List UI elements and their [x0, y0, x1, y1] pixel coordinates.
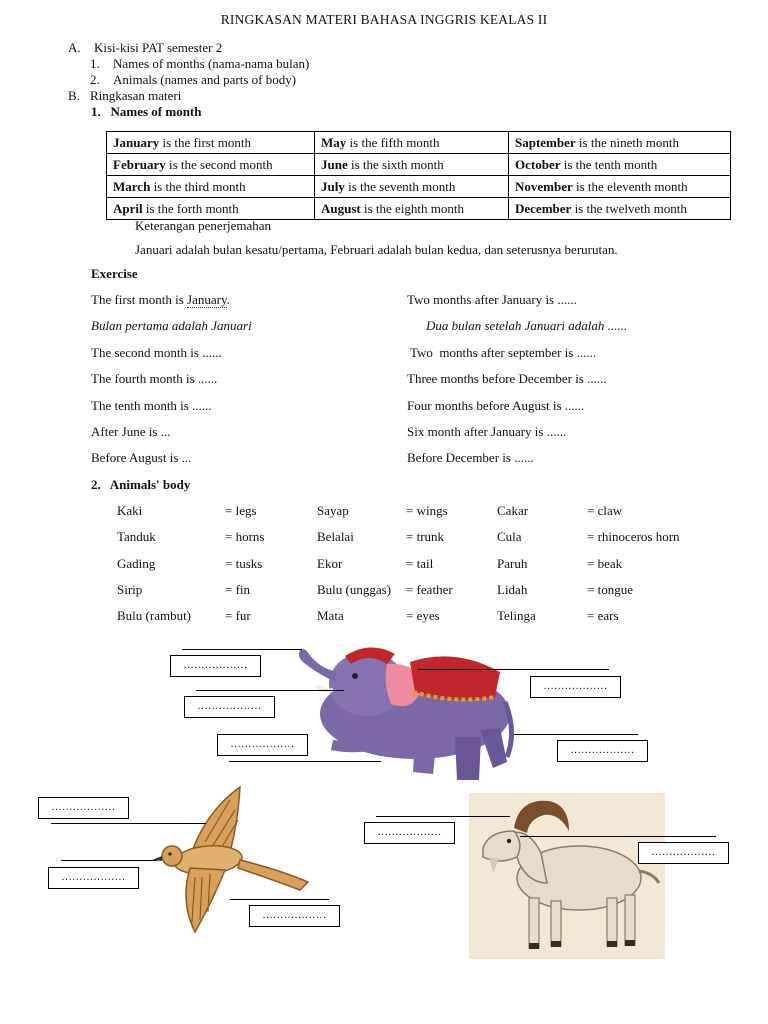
vocab-en: = tusks: [225, 556, 263, 571]
answer-box[interactable]: ..................: [170, 655, 261, 677]
label-line: [196, 690, 344, 691]
section-a-item-2-num: 2.: [90, 72, 100, 87]
section-b-text: Ringkasan materi: [90, 88, 182, 103]
table-cell: June is the sixth month: [315, 154, 509, 176]
vocab-en: = tail: [406, 556, 434, 571]
exercise-right-3: Two months after september is ......: [410, 345, 597, 360]
exercise-right-4: Three months before December is ......: [407, 371, 607, 386]
table-cell: November is the eleventh month: [509, 176, 731, 198]
vocab-en: = trunk: [406, 529, 445, 544]
exercise-right-1: Two months after January is ......: [407, 292, 577, 307]
vocab-en: = fur: [225, 608, 251, 623]
exercise-heading: Exercise: [91, 266, 138, 281]
vocab-id: Paruh: [497, 556, 528, 571]
vocab-id: Bulu (unggas): [317, 582, 392, 597]
vocab-en: = claw: [587, 503, 623, 518]
exercise-right-7: Before December is ......: [407, 450, 534, 465]
table-cell: February is the second month: [107, 154, 315, 176]
table-cell: Saptember is the nineth month: [509, 132, 731, 154]
vocab-id: Belalai: [317, 529, 354, 544]
label-line: [520, 836, 716, 837]
exercise-left-6: Before August is ...: [91, 450, 192, 465]
label-line: [51, 823, 206, 824]
exercise-example: The first month is January.: [91, 292, 230, 307]
vocab-id: Tanduk: [117, 529, 156, 544]
answer-box[interactable]: ..................: [48, 867, 139, 889]
section-a-item-2: Animals (names and parts of body): [113, 72, 297, 87]
vocab-id: Cula: [497, 529, 522, 544]
table-cell: March is the third month: [107, 176, 315, 198]
table-row: [107, 154, 731, 176]
names-of-month-heading: 1. Names of month: [91, 104, 202, 119]
label-line: [230, 899, 329, 900]
translation-note: Keterangan penerjemahan: [135, 218, 272, 233]
table-cell: December is the twelveth month: [509, 198, 731, 220]
table-cell: August is the eighth month: [315, 198, 509, 220]
vocab-en: = tongue: [587, 582, 633, 597]
label-line: [418, 669, 609, 670]
exercise-left-4: The tenth month is ......: [91, 398, 212, 413]
exercise-left-1: Bulan pertama adalah Januari: [91, 318, 252, 333]
vocab-en: = beak: [587, 556, 623, 571]
vocab-id: Gading: [117, 556, 156, 571]
animals-heading: 2. Animals' body: [91, 477, 191, 492]
vocab-id: Cakar: [497, 503, 529, 518]
section-a-item-1-num: 1.: [90, 56, 100, 71]
vocab-en: = ears: [587, 608, 619, 623]
answer-box[interactable]: ..................: [557, 740, 648, 762]
label-line: [182, 649, 302, 650]
vocab-id: Sirip: [117, 582, 143, 597]
exercise-right-5: Four months before August is ......: [407, 398, 585, 413]
goat-illustration: [469, 793, 665, 959]
exercise-left-5: After June is ...: [91, 424, 171, 439]
vocab-en: = horns: [225, 529, 265, 544]
table-cell: April is the forth month: [107, 198, 315, 220]
table-cell: May is the fifth month: [315, 132, 509, 154]
label-line: [229, 761, 381, 762]
vocab-id: Sayap: [317, 503, 349, 518]
translation-text: Januari adalah bulan kesatu/pertama, Februari adalah bulan kedua, dan seterusnya berurutan.: [135, 242, 618, 257]
answer-box[interactable]: ..................: [364, 822, 455, 844]
page-title: RINGKASAN MATERI BAHASA INGGRIS KEALAS II: [220, 12, 548, 27]
vocab-en: = legs: [225, 503, 257, 518]
exercise-left-3: The fourth month is ......: [91, 371, 218, 386]
vocab-en: = rhinoceros horn: [587, 529, 680, 544]
elephant-illustration: [295, 642, 520, 784]
answer-box[interactable]: ..................: [184, 696, 275, 718]
answer-box[interactable]: ..................: [530, 676, 621, 698]
exercise-right-6: Six month after January is ......: [407, 424, 567, 439]
label-line: [514, 734, 638, 735]
vocab-id: Ekor: [317, 556, 343, 571]
section-a-item-1: Names of months (nama-nama bulan): [113, 56, 310, 71]
vocab-id: Lidah: [497, 582, 528, 597]
vocab-id: Bulu (rambut): [117, 608, 192, 623]
section-a-text: Kisi-kisi PAT semester 2: [94, 40, 223, 55]
vocab-en: = eyes: [406, 608, 440, 623]
table-cell: October is the tenth month: [509, 154, 731, 176]
answer-box[interactable]: ..................: [638, 842, 729, 864]
table-cell: July is the seventh month: [315, 176, 509, 198]
section-a-label: A.: [68, 40, 81, 55]
vocab-id: Mata: [317, 608, 344, 623]
months-table: [106, 131, 731, 220]
section-b-label: B.: [68, 88, 80, 103]
vocab-en: = wings: [406, 503, 448, 518]
exercise-left-2: The second month is ......: [91, 345, 222, 360]
vocab-id: Kaki: [117, 503, 143, 518]
table-cell: January is the first month: [107, 132, 315, 154]
table-row: [107, 176, 731, 198]
label-line: [376, 816, 510, 817]
table-row: [107, 198, 731, 220]
answer-box[interactable]: ..................: [38, 797, 129, 819]
answer-box[interactable]: ..................: [249, 905, 340, 927]
table-row: [107, 132, 731, 154]
vocab-id: Telinga: [497, 608, 536, 623]
vocab-en: = feather: [406, 582, 453, 597]
answer-box[interactable]: ..................: [217, 734, 308, 756]
vocab-en: = fin: [225, 582, 251, 597]
label-line: [61, 860, 157, 861]
exercise-right-2: Dua bulan setelah Januari adalah ......: [426, 318, 628, 333]
